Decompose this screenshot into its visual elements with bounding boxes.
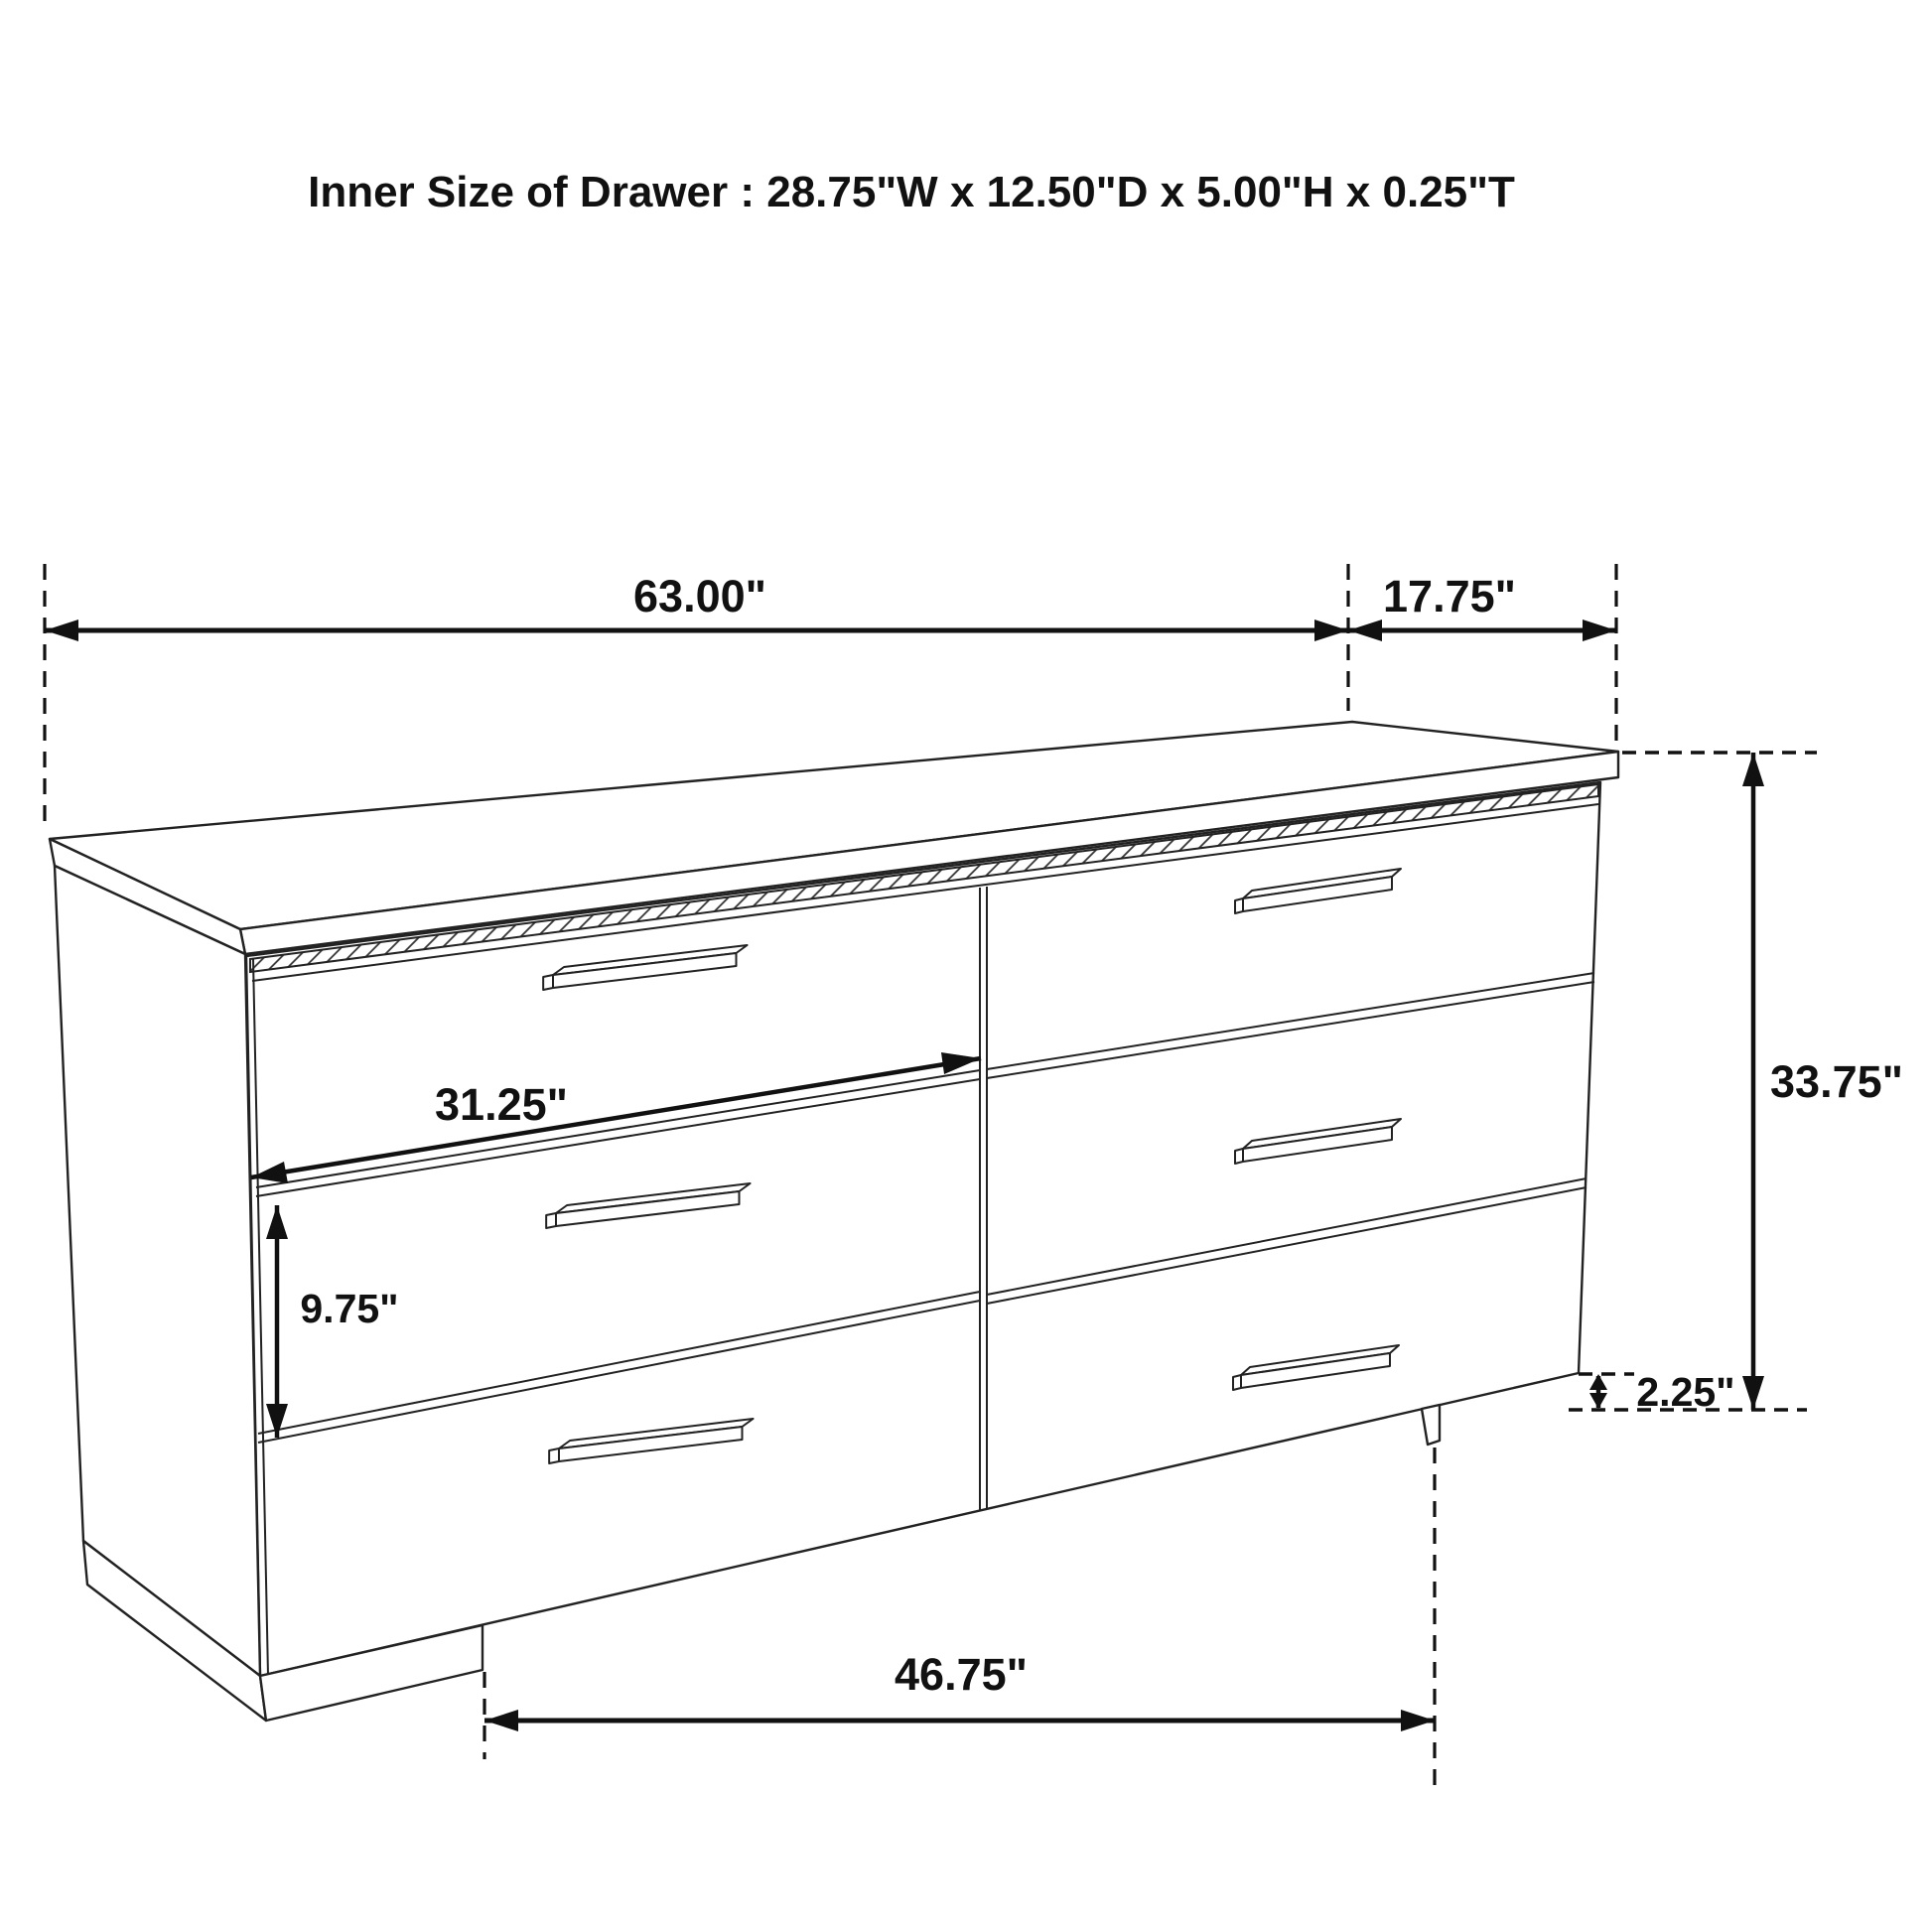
dimension-overall-height <box>1569 753 1903 1410</box>
diagram-title: Inner Size of Drawer : 28.75"W x 12.50"D x 5.00"H x 0.25"T <box>308 168 1515 216</box>
dimension-top-depth <box>1348 564 1616 743</box>
dimension-label-overall-height: 33.75" <box>1770 1056 1903 1107</box>
dimension-label-drawer-height: 9.75" <box>300 1286 399 1331</box>
dresser-drawing <box>50 722 1618 1721</box>
dimension-label-leg-span: 46.75" <box>895 1649 1028 1700</box>
dimension-label-top-depth: 17.75" <box>1383 571 1516 621</box>
dresser-leg <box>1422 1405 1440 1445</box>
dimension-label-leg-height: 2.25" <box>1636 1369 1735 1415</box>
dimension-label-top-width: 63.00" <box>633 571 766 621</box>
dimension-leg-height <box>1579 1369 1735 1415</box>
dimension-label-drawer-width: 31.25" <box>435 1079 568 1130</box>
